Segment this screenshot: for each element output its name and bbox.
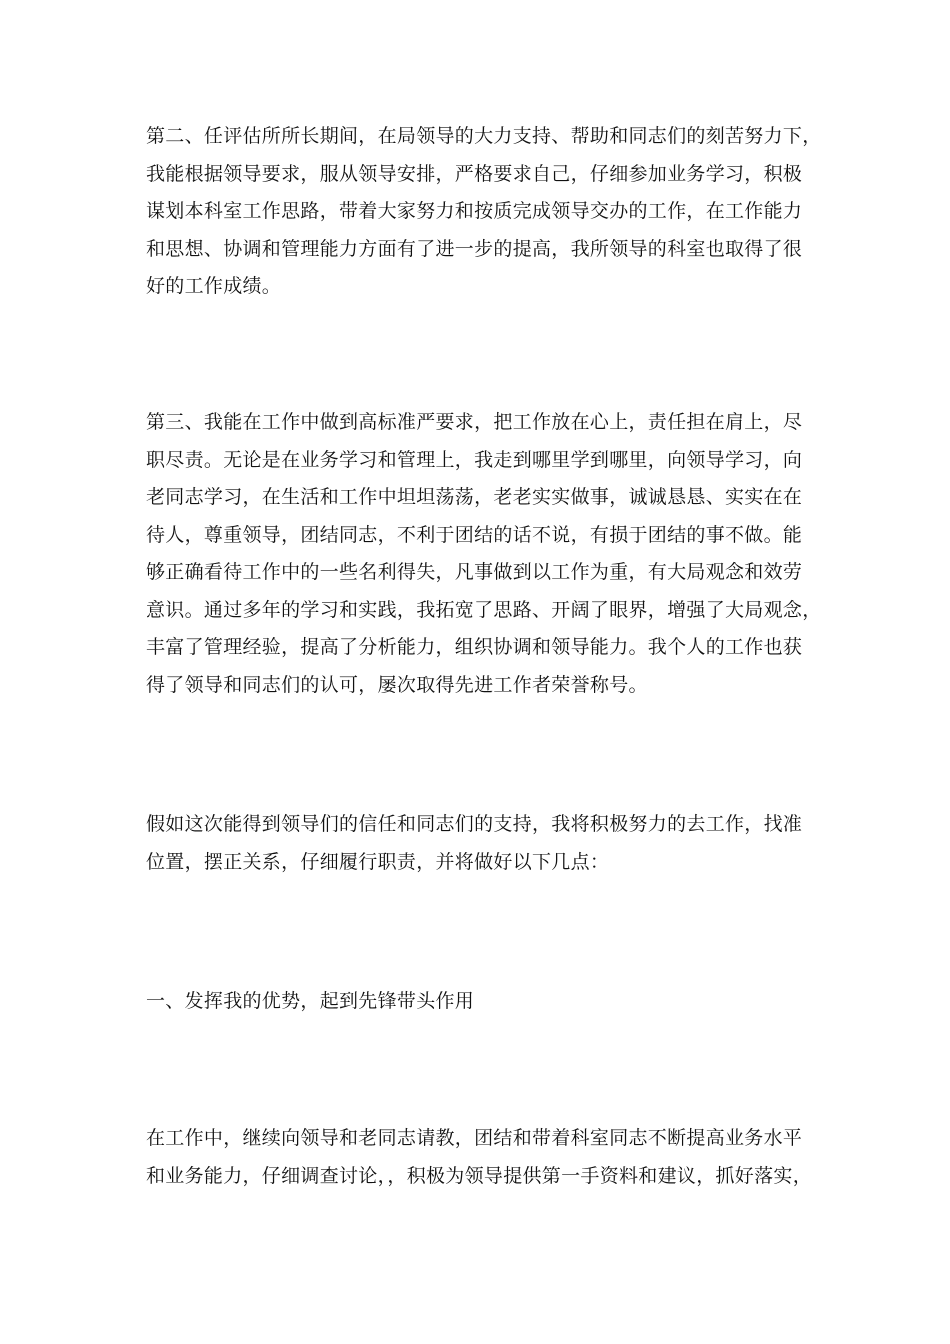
text-line: 第三、我能在工作中做到高标准严要求，把工作放在心上，责任担在肩上，尽: [146, 411, 803, 433]
text-line: 第二、任评估所所长期间，在局领导的大力支持、帮助和同志们的刻苦努力下，: [146, 125, 822, 147]
text-line: 和业务能力，仔细调查讨论，，积极为领导提供第一手资料和建议，抓好落实，: [146, 1164, 813, 1187]
text-line: 意识。通过多年的学习和实践，我拓宽了思路、开阔了眼界，增强了大局观念，: [146, 598, 822, 621]
text-line: 丰富了管理经验，提高了分析能力，组织协调和领导能力。我个人的工作也获: [146, 636, 803, 658]
text-line: 够正确看待工作中的一些名利得失，凡事做到以工作为重，有大局观念和效劳: [146, 561, 803, 583]
text-line: 老同志学习，在生活和工作中坦坦荡荡，老老实实做事，诚诚恳恳、实实在在: [146, 486, 803, 508]
paragraph-third-point: [146, 404, 822, 704]
text-line: 一、发挥我的优势，起到先锋带头作用: [146, 990, 475, 1012]
text-line: 我能根据领导要求，服从领导安排，严格要求自己，仔细参加业务学习，积极: [146, 162, 803, 185]
text-line: 和思想、协调和管理能力方面有了进一步的提高，我所领导的科室也取得了很: [146, 237, 803, 260]
text-line: 好的工作成绩。: [146, 275, 282, 297]
paragraph-commitment: [146, 806, 812, 881]
section-heading-one: [146, 983, 812, 1021]
text-line: 在工作中，继续向领导和老同志请教，团结和带着科室同志不断提高业务水平: [146, 1127, 803, 1149]
text-line: 得了领导和同志们的认可，屡次取得先进工作者荣誉称号。: [146, 673, 648, 696]
text-line: 待人，尊重领导，团结同志，不利于团结的话不说，有损于团结的事不做。能: [146, 523, 803, 546]
text-line: 假如这次能得到领导们的信任和同志们的支持，我将积极努力的去工作，找准: [146, 813, 803, 835]
text-line: 职尽责。无论是在业务学习和管理上，我走到哪里学到哪里，向领导学习，向: [146, 448, 803, 471]
paragraph-work-plan: [146, 1120, 812, 1195]
text-line: 谋划本科室工作思路，带着大家努力和按质完成领导交办的工作，在工作能力: [146, 200, 803, 222]
paragraph-second-point: [146, 118, 822, 306]
text-line: 位置，摆正关系，仔细履行职责，并将做好以下几点：: [146, 850, 610, 873]
